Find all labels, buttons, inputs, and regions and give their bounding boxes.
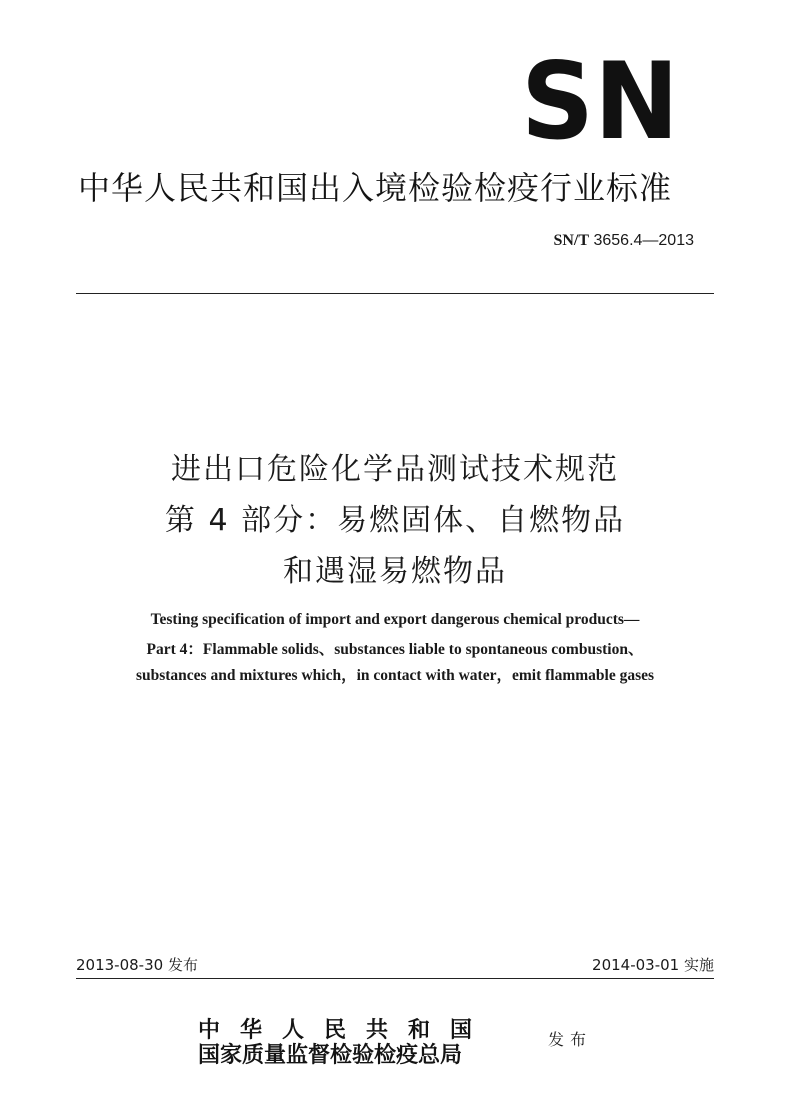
top-divider [76,293,714,294]
issuer-title: 中华人民共和国出入境检验检疫行业标准 [78,169,673,207]
title-cn-line-2: 第 4 部分：易燃固体、自燃物品 [164,503,626,538]
issue-date: 2013-08-30 发布 [76,956,198,974]
title-en-line-3: substances and mixtures which，in contact with water，emit flammable gases [135,667,655,684]
bottom-divider [76,978,714,979]
publisher-line-1: 中华人民共和国 [198,1017,493,1043]
standard-prefix: SN/T [553,232,590,249]
title-en-line-1: Testing specification of import and export dangerous chemical products— [150,611,640,628]
implementation-date: 2014-03-01 实施 [592,956,714,974]
title-en-line-2: Part 4：Flammable solids、substances liable to spontaneous combustion、 [146,641,644,658]
publisher-suffix: 发布 [548,1030,593,1049]
title-cn-line-1: 进出口危险化学品测试技术规范 [171,452,619,487]
title-cn-line-3: 和遇湿易燃物品 [283,554,507,589]
sn-logo-text: SN [521,54,679,142]
publisher-line-2: 国家质量监督检验检疫总局 [198,1042,463,1068]
standard-code [553,232,694,250]
sn-logo [520,54,680,142]
standard-number: 3656.4—2013 [593,232,694,249]
